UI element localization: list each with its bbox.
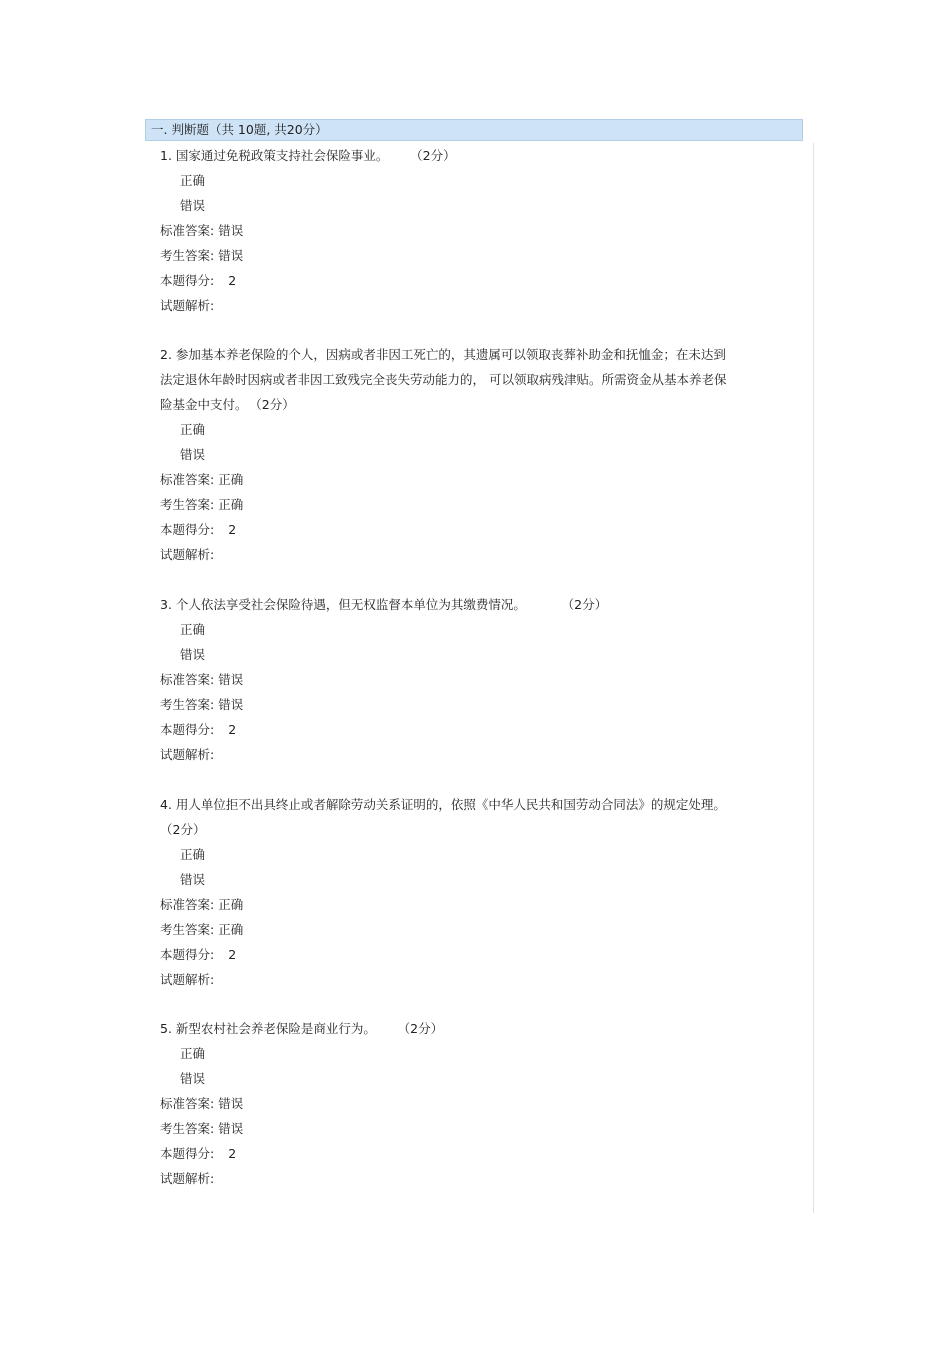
question-score-row: [160, 717, 800, 742]
option-true[interactable]: 正确: [180, 1046, 206, 1061]
option-true[interactable]: 正确: [180, 422, 206, 437]
option-false[interactable]: 错误: [180, 447, 206, 462]
question-score-row: [160, 942, 800, 967]
question-text: [160, 792, 800, 817]
question-score-label: 本题得分:: [160, 273, 215, 288]
option-false[interactable]: 错误: [180, 647, 206, 662]
student-answer-row: [160, 1116, 800, 1141]
question-text: [160, 367, 800, 392]
question-analysis-label: 试题解析:: [160, 972, 215, 987]
question-text: [160, 592, 800, 617]
standard-answer-value: 正确: [218, 472, 244, 487]
section-header: [145, 119, 803, 141]
student-answer-row: [160, 917, 800, 942]
question-score-value: 2: [228, 273, 237, 288]
question-2: [160, 342, 800, 567]
question-score-value: 2: [228, 1146, 237, 1161]
standard-answer-row: [160, 892, 800, 917]
question-text-line: 2. 参加基本养老保险的个人，因病或者非因工死亡的，其遗属可以领取丧葬补助金和抚恤金；在未达到: [160, 347, 726, 362]
option-false[interactable]: 错误: [180, 1071, 206, 1086]
question-text: [160, 143, 800, 168]
question-score-row: [160, 1141, 800, 1166]
question-analysis-row: [160, 967, 800, 992]
question-score-row: [160, 268, 800, 293]
student-answer-row: [160, 492, 800, 517]
question-text-line: 4. 用人单位拒不出具终止或者解除劳动关系证明的，依照《中华人民共和国劳动合同法》的规定处理。: [160, 797, 726, 812]
question-score-label: 本题得分:: [160, 947, 215, 962]
question-text-line: 1. 国家通过免税政策支持社会保险事业。: [160, 148, 389, 163]
question-text: [160, 1016, 800, 1041]
question-5: [160, 1016, 800, 1191]
option-true[interactable]: 正确: [180, 173, 206, 188]
student-answer-value: 正确: [218, 497, 244, 512]
question-analysis-row: [160, 293, 800, 318]
question-3: [160, 592, 800, 767]
question-text: [160, 392, 800, 417]
standard-answer-row: [160, 1091, 800, 1116]
standard-answer-value: 错误: [218, 672, 244, 687]
standard-answer-row: [160, 218, 800, 243]
question-score-value: 2: [228, 722, 237, 737]
student-answer-value: 错误: [218, 1121, 244, 1136]
standard-answer-value: 正确: [218, 897, 244, 912]
option-true[interactable]: 正确: [180, 847, 206, 862]
option-false[interactable]: 错误: [180, 198, 206, 213]
standard-answer-label: 标准答案:: [160, 672, 215, 687]
standard-answer-value: 错误: [218, 223, 244, 238]
question-analysis-label: 试题解析:: [160, 1171, 215, 1186]
section-title: 一. 判断题（共 10题, 共20分）: [151, 122, 328, 137]
question-text-line: 5. 新型农村社会养老保险是商业行为。: [160, 1021, 376, 1036]
standard-answer-label: 标准答案:: [160, 897, 215, 912]
question-points: （2分）: [567, 597, 608, 612]
question-analysis-row: [160, 542, 800, 567]
question-analysis-row: [160, 1166, 800, 1191]
question-analysis-row: [160, 742, 800, 767]
question-analysis-label: 试题解析:: [160, 547, 215, 562]
option-false[interactable]: 错误: [180, 872, 206, 887]
question-score-row: [160, 517, 800, 542]
question-score-label: 本题得分:: [160, 522, 215, 537]
question-text-line: 3. 个人依法享受社会保险待遇，但无权监督本单位为其缴费情况。: [160, 597, 526, 612]
question-1: [160, 143, 800, 318]
question-score-label: 本题得分:: [160, 722, 215, 737]
question-score-label: 本题得分:: [160, 1146, 215, 1161]
option-true[interactable]: 正确: [180, 622, 206, 637]
question-text-line: 险基金中支付。: [160, 397, 248, 412]
question-4: [160, 792, 800, 992]
student-answer-label: 考生答案:: [160, 1121, 215, 1136]
question-analysis-label: 试题解析:: [160, 747, 215, 762]
student-answer-value: 错误: [218, 248, 244, 263]
question-points: （2分）: [255, 397, 295, 412]
student-answer-label: 考生答案:: [160, 248, 215, 263]
question-analysis-label: 试题解析:: [160, 298, 215, 313]
question-text-line: 法定退休年龄时因病或者非因工致残完全丧失劳动能力的， 可以领取病残津贴。所需资金从基本养老保: [160, 372, 727, 387]
question-points: （2分）: [416, 148, 456, 163]
standard-answer-row: [160, 667, 800, 692]
standard-answer-label: 标准答案:: [160, 1096, 215, 1111]
student-answer-label: 考生答案:: [160, 697, 215, 712]
student-answer-label: 考生答案:: [160, 497, 215, 512]
student-answer-row: [160, 243, 800, 268]
question-score-value: 2: [228, 947, 237, 962]
student-answer-label: 考生答案:: [160, 922, 215, 937]
student-answer-row: [160, 692, 800, 717]
standard-answer-label: 标准答案:: [160, 223, 215, 238]
standard-answer-row: [160, 467, 800, 492]
student-answer-value: 错误: [218, 697, 244, 712]
question-text: [160, 342, 800, 367]
question-points: （2分）: [160, 822, 206, 837]
standard-answer-value: 错误: [218, 1096, 244, 1111]
content-border: [813, 143, 814, 1213]
question-points: （2分）: [403, 1021, 444, 1036]
standard-answer-label: 标准答案:: [160, 472, 215, 487]
student-answer-value: 正确: [218, 922, 244, 937]
question-score-value: 2: [228, 522, 237, 537]
